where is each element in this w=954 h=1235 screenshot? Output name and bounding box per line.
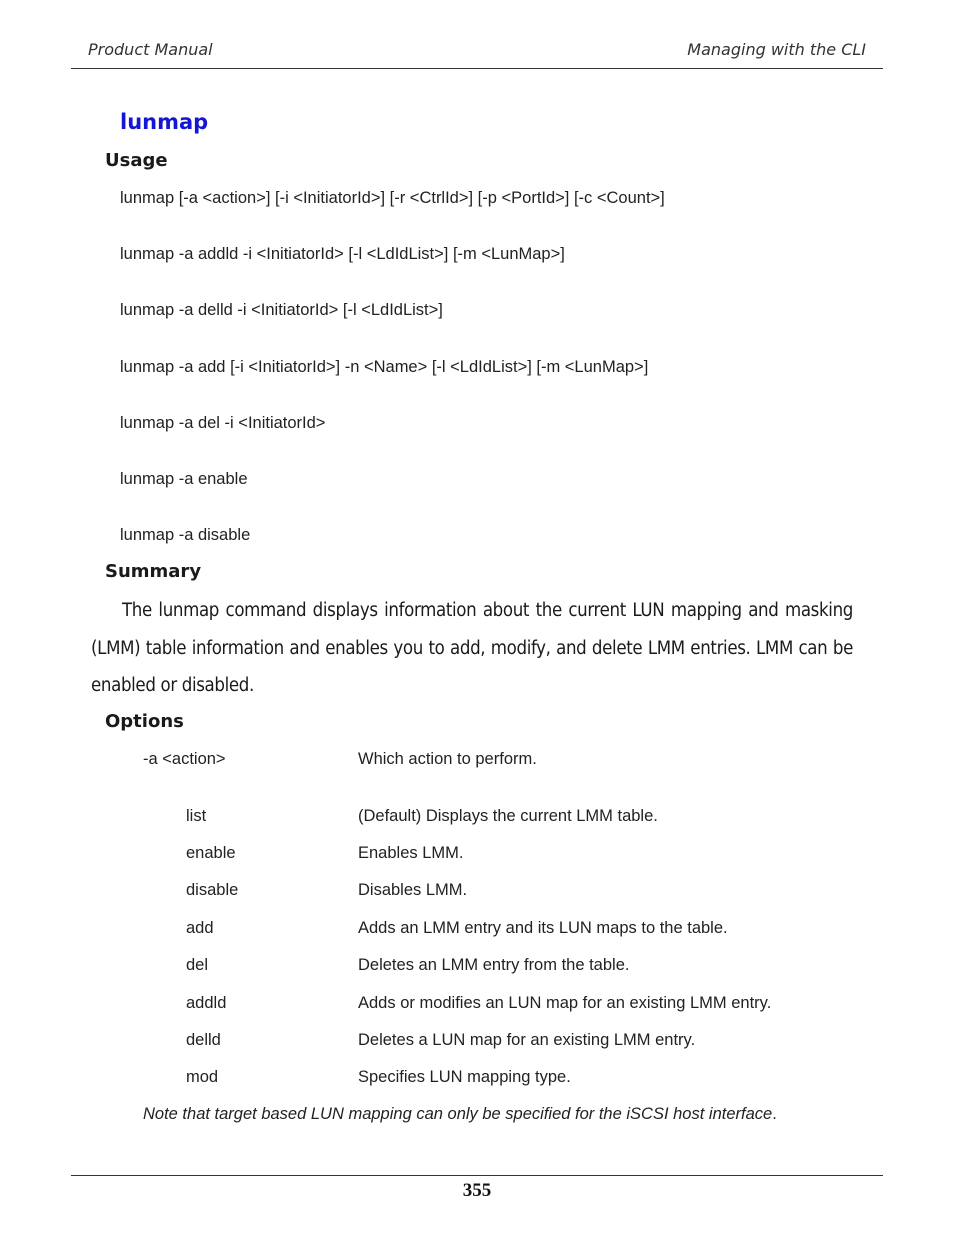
action-name: del (186, 956, 209, 974)
usage-line: lunmap -a disable (120, 526, 251, 544)
note (143, 1105, 777, 1124)
action-description: Adds an LMM entry and its LUN maps to the table. (358, 919, 728, 937)
note-text: Note that target based LUN mapping can only be specified for the iSCSI host interface (143, 1105, 773, 1123)
action-description: Specifies LUN mapping type. (358, 1068, 571, 1086)
options-heading: Options (105, 711, 184, 732)
action-name: mod (186, 1068, 219, 1086)
usage-line: lunmap -a add [-i <InitiatorId>] -n <Name> [-l <LdIdList>] [-m <LunMap>] (120, 358, 649, 376)
option-description: Which action to perform. (358, 750, 537, 768)
action-description: Adds or modifies an LUN map for an existing LMM entry. (358, 994, 772, 1012)
action-name: delld (186, 1031, 221, 1049)
option-name: -a <action> (143, 750, 226, 768)
action-name: enable (186, 844, 236, 862)
action-description: Deletes an LMM entry from the table. (358, 956, 630, 974)
action-name: addld (186, 994, 227, 1012)
usage-line: lunmap -a del -i <InitiatorId> (120, 414, 326, 432)
header-section-title: Managing with the CLI (687, 40, 866, 59)
action-name: list (186, 807, 207, 825)
action-description: Deletes a LUN map for an existing LMM entry. (358, 1031, 696, 1049)
usage-line: lunmap [-a <action>] [-i <InitiatorId>] [-r <CtrlId>] [-p <PortId>] [-c <Count>] (120, 189, 665, 207)
action-description: Enables LMM. (358, 844, 464, 862)
summary-heading: Summary (105, 561, 202, 582)
summary-text: The lunmap command displays information about the current LUN mapping and masking (LMM) table information and enables you to add, modify, and delete LMM entries. LMM can be enabled or disabled. (91, 600, 853, 696)
footer-rule (71, 1175, 883, 1176)
summary-paragraph (91, 592, 853, 705)
header-product-manual: Product Manual (88, 40, 213, 59)
action-description: Disables LMM. (358, 881, 468, 899)
note-period: . (772, 1105, 777, 1123)
page-number: 355 (462, 1180, 492, 1201)
header-rule (71, 68, 883, 69)
usage-line: lunmap -a enable (120, 470, 248, 488)
action-name: disable (186, 881, 239, 899)
usage-line: lunmap -a delld -i <InitiatorId> [-l <LdIdList>] (120, 301, 443, 319)
action-description: (Default) Displays the current LMM table. (358, 807, 658, 825)
usage-line: lunmap -a addld -i <InitiatorId> [-l <LdIdList>] [-m <LunMap>] (120, 245, 565, 263)
page-title: lunmap (120, 110, 209, 134)
action-name: add (186, 919, 214, 937)
usage-heading: Usage (105, 150, 168, 171)
